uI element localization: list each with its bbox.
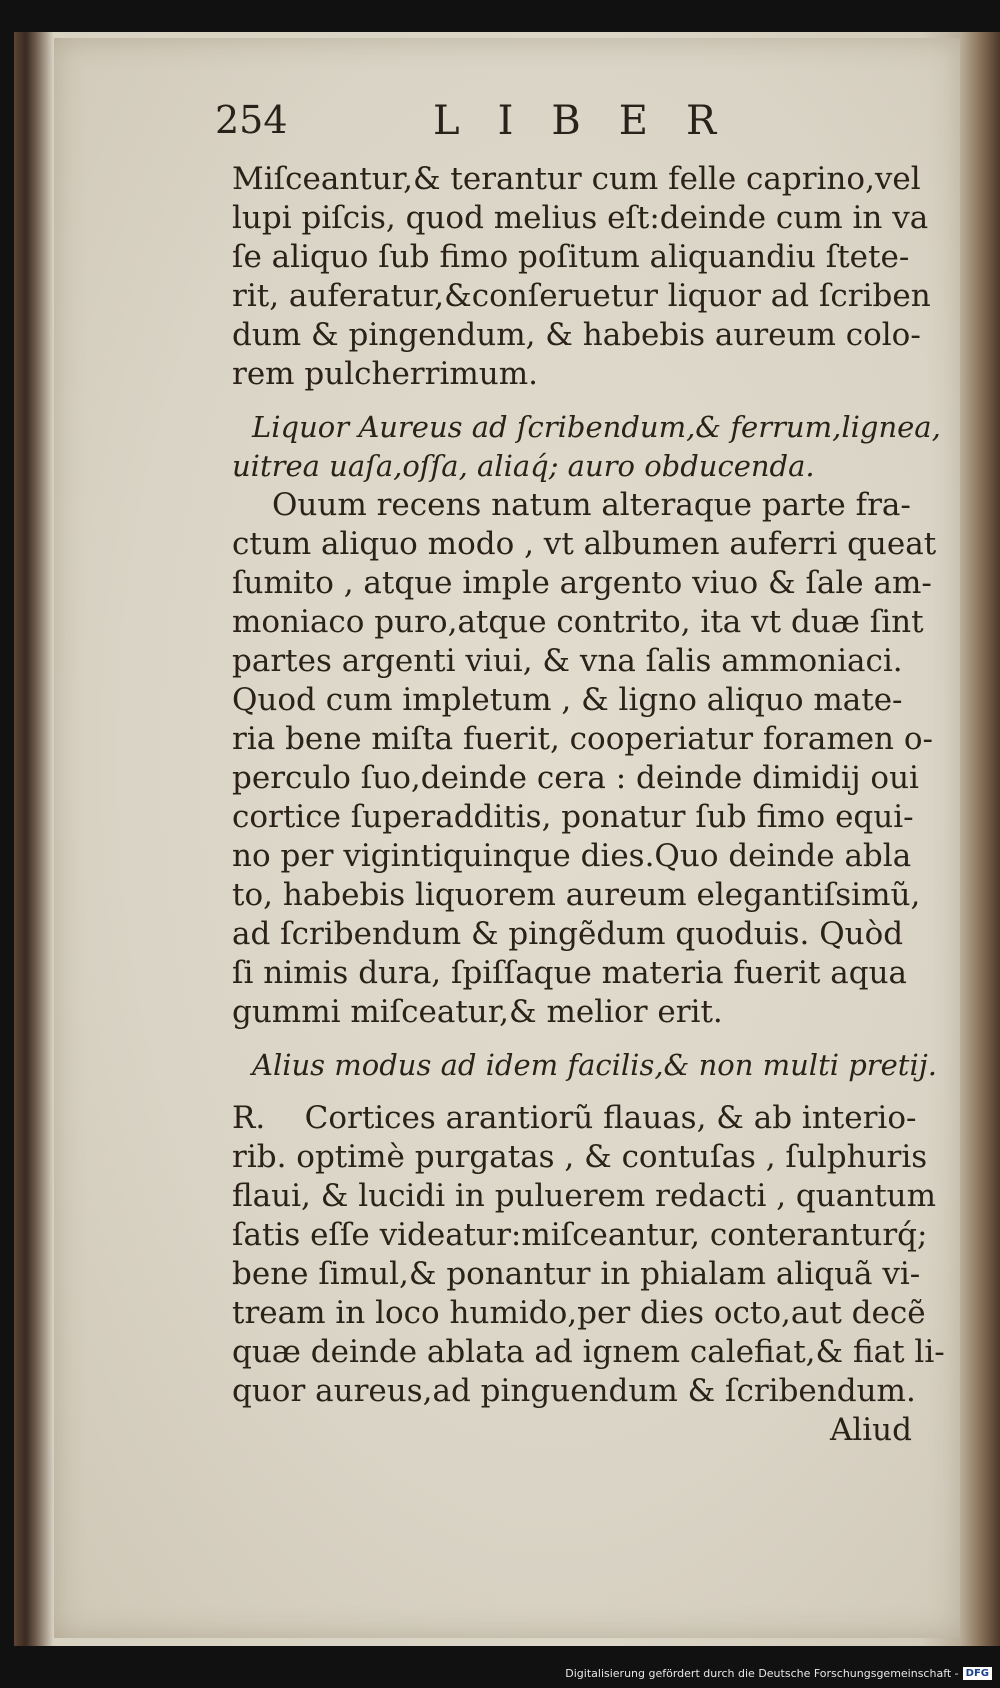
text-line: ria bene miſta fuerit, cooperiatur foramen o- — [232, 721, 934, 757]
text-line: rem pulcherrimum. — [232, 356, 538, 392]
digitization-credit — [565, 1667, 992, 1680]
page-number: 254 — [215, 98, 288, 142]
text-line: Quod cum impletum , & ligno aliquo mate- — [232, 682, 903, 718]
running-title: LIBER — [433, 98, 755, 144]
text-line: cortice ſuperadditis, ponatur ſub fimo equi- — [232, 799, 914, 835]
text-line: gummi miſceatur,& melior erit. — [232, 994, 723, 1030]
page-text — [232, 160, 945, 1450]
text-line: perculo ſuo,deinde cera : deinde dimidij oui — [232, 760, 919, 796]
text-line: Ouum recens natum alteraque parte fra- — [272, 487, 911, 523]
text-line: Miſceantur,& terantur cum felle caprino,vel — [232, 161, 921, 197]
text-line: tream in loco humido,per dies octo,aut decẽ — [232, 1295, 926, 1331]
text-line: rib. optimè purgatas , & contuſas , ſulphuris — [232, 1139, 928, 1175]
catchword: Aliud — [829, 1412, 912, 1448]
page-header — [215, 88, 935, 148]
text-line: lupi piſcis, quod melius eſt:deinde cum in va — [232, 200, 929, 236]
dfg-logo: DFG — [963, 1667, 992, 1680]
section-heading-2 — [232, 1046, 937, 1085]
section-heading-1 — [232, 408, 941, 486]
heading-line: Liquor Aureus ad ſcribendum,& ferrum,lignea, — [252, 410, 941, 444]
text-line: quor aureus,ad pinguendum & ſcribendum. — [232, 1373, 916, 1409]
text-line: to, habebis liquorem aureum elegantiſsimũ, — [232, 877, 921, 913]
text-line: no per vigintiquinque dies.Quo deinde abla — [232, 838, 912, 874]
text-line: ad ſcribendum & pingẽdum quoduis. Quòd — [232, 916, 904, 952]
credit-text: Digitalisierung gefördert durch die Deutsche Forschungsgemeinschaft - — [565, 1667, 959, 1680]
text-line: dum & pingendum, & habebis aureum colo- — [232, 317, 921, 353]
paragraph-3 — [232, 1099, 945, 1450]
text-line: flaui, & lucidi in puluerem redacti , quantum — [232, 1178, 937, 1214]
text-line: R. Cortices arantiorũ flauas, & ab interio- — [232, 1100, 917, 1136]
text-line: moniaco puro,atque contrito, ita vt duæ ſint — [232, 604, 924, 640]
text-line: ſe aliquo ſub fimo poſitum aliquandiu ſtete- — [232, 239, 910, 275]
text-line: ſatis eſſe videatur:miſceantur, conteranturq́; — [232, 1217, 928, 1253]
heading-line: uitrea uaſa,oſſa, aliaq́; auro obducenda. — [232, 449, 815, 483]
text-line: quæ deinde ablata ad ignem calefiat,& fiat li- — [232, 1334, 945, 1370]
text-line: rit, auferatur,&conſeruetur liquor ad ſcriben — [232, 278, 931, 314]
text-line: ſumito , atque imple argento viuo & ſale am- — [232, 565, 932, 601]
text-line: ſi nimis dura, ſpiſſaque materia fuerit aqua — [232, 955, 908, 991]
paragraph-2 — [232, 486, 937, 1032]
text-line: ctum aliquo modo , vt albumen auferri queat — [232, 526, 937, 562]
text-line: bene ſimul,& ponantur in phialam aliquã vi- — [232, 1256, 921, 1292]
heading-line: Alius modus ad idem facilis,& non multi pretij. — [252, 1048, 937, 1082]
text-line: partes argenti viui, & vna ſalis ammoniaci. — [232, 643, 903, 679]
paragraph-1 — [232, 160, 932, 394]
